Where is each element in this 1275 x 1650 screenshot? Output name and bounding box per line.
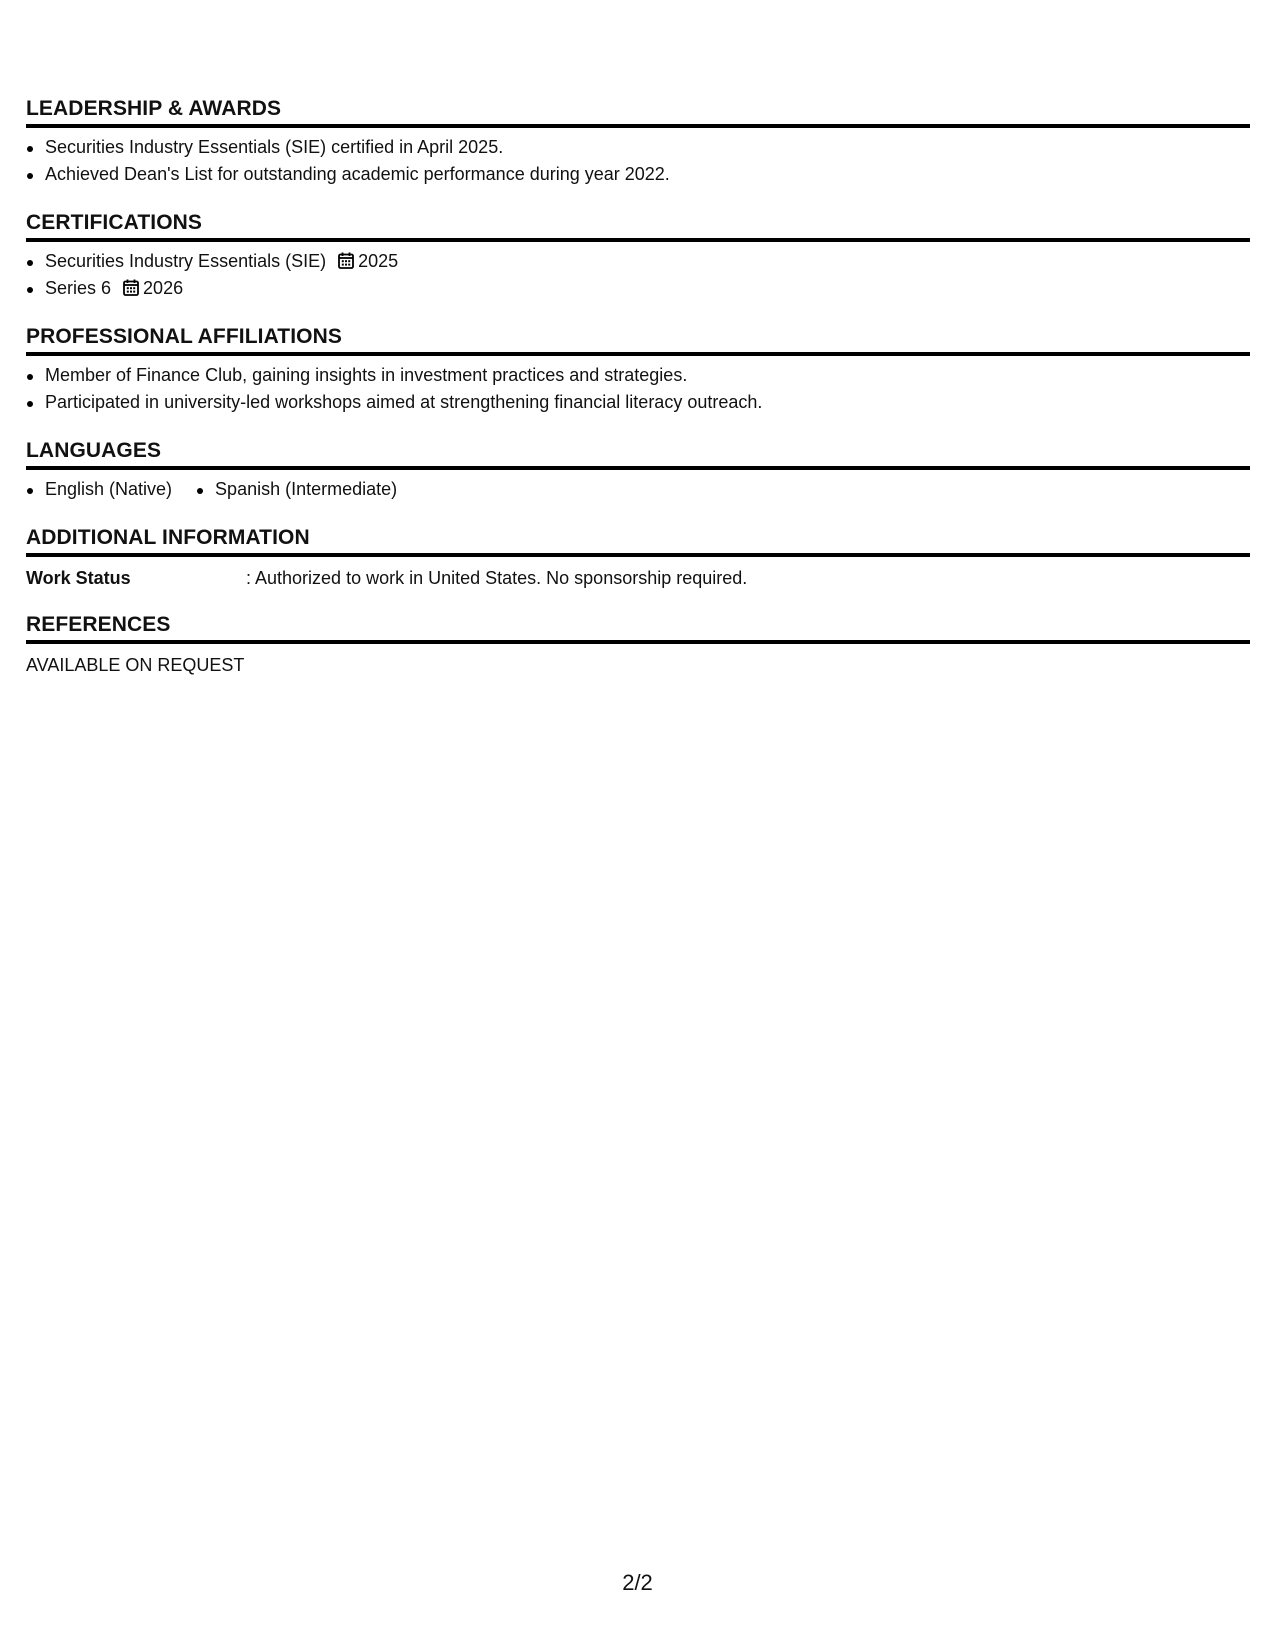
calendar-icon: [123, 279, 139, 296]
list-item: Achieved Dean's List for outstanding academic performance during year 2022.: [26, 161, 1250, 188]
info-row: [26, 566, 1250, 590]
section-title: LANGUAGES: [26, 438, 1250, 470]
info-label: Work Status: [26, 568, 131, 588]
list-item: Member of Finance Club, gaining insights in investment practices and strategies.: [26, 362, 1250, 389]
list-item: Participated in university-led workshops aimed at strengthening financial literacy outreach.: [26, 389, 1250, 416]
list-item: Spanish (Intermediate): [196, 476, 397, 503]
languages-list: [26, 476, 1250, 503]
list-item: [26, 275, 1250, 302]
references-text: AVAILABLE ON REQUEST: [26, 655, 245, 675]
certification-year: 2026: [143, 278, 184, 298]
resume-page: [26, 96, 1250, 699]
section-title: ADDITIONAL INFORMATION: [26, 525, 1250, 557]
section-title: REFERENCES: [26, 612, 1250, 644]
certification-year: 2025: [358, 251, 399, 271]
calendar-icon: [338, 252, 354, 269]
section-certifications: [26, 210, 1250, 302]
certification-name: Series 6: [45, 278, 112, 298]
list-item: English (Native): [26, 476, 172, 503]
section-leadership-awards: [26, 96, 1250, 188]
info-value: : Authorized to work in United States. No sponsorship required.: [246, 568, 748, 588]
section-title: CERTIFICATIONS: [26, 210, 1250, 242]
certifications-list: [26, 248, 1250, 302]
list-item: Securities Industry Essentials (SIE) certified in April 2025.: [26, 134, 1250, 161]
section-additional-information: [26, 525, 1250, 590]
section-title: LEADERSHIP & AWARDS: [26, 96, 1250, 128]
section-references: [26, 612, 1250, 677]
affiliations-list: [26, 362, 1250, 416]
certification-name: Securities Industry Essentials (SIE): [45, 251, 327, 271]
page-number: 2/2: [622, 1570, 653, 1595]
leadership-list: [26, 134, 1250, 188]
list-item: [26, 248, 1250, 275]
section-professional-affiliations: [26, 324, 1250, 416]
section-title: PROFESSIONAL AFFILIATIONS: [26, 324, 1250, 356]
section-languages: [26, 438, 1250, 503]
